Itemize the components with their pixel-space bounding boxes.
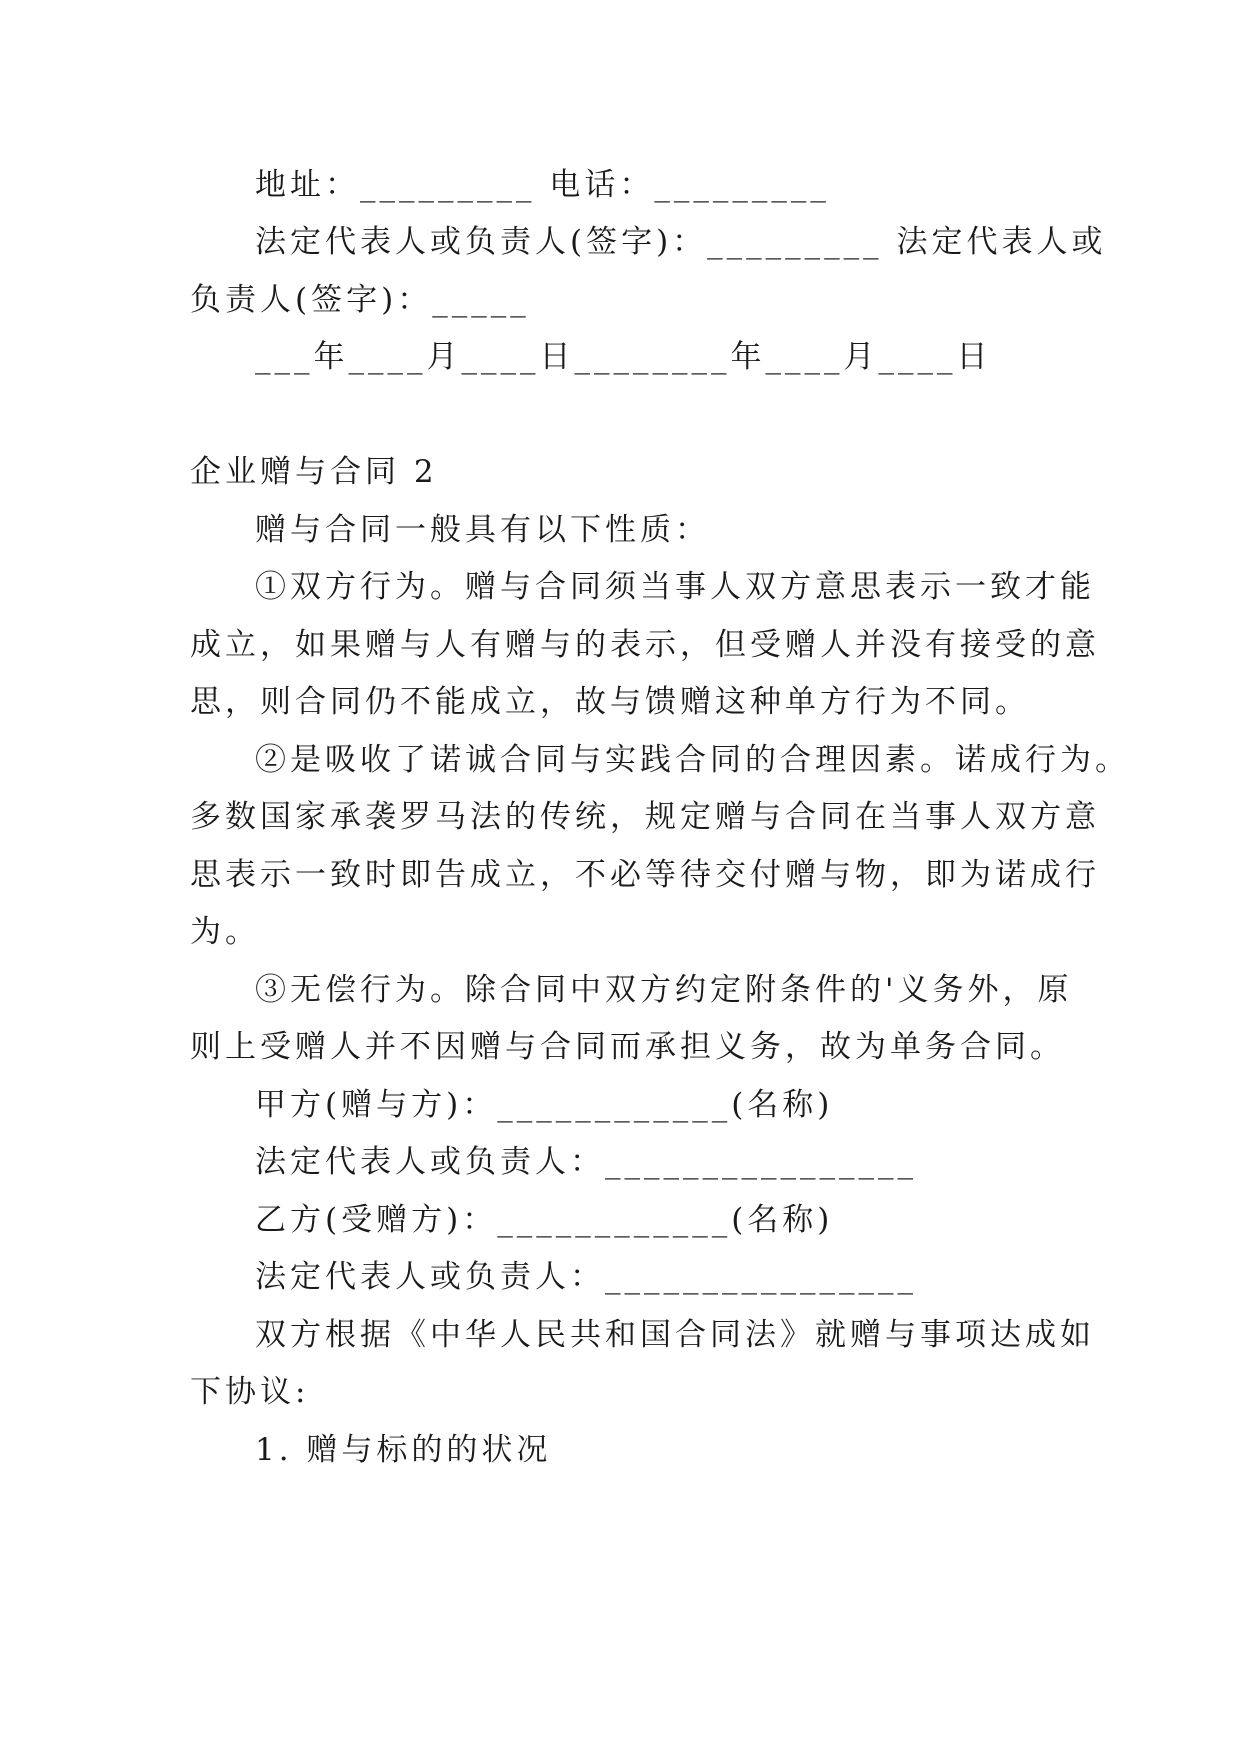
party-a-rep-line: 法定代表人或负责人：________________ [255, 1144, 917, 1180]
date-line: ___年____月____日________年____月____日 [255, 339, 992, 375]
party-b-line: 乙方(受赠方)：____________(名称) [255, 1202, 834, 1238]
address-phone-line: 地址：_________ 电话：_________ [255, 167, 830, 203]
legal-rep-signature-line: 法定代表人或负责人(签字)：_________ 法定代表人或 [255, 224, 1107, 260]
paragraph-line: 多数国家承袭罗马法的传统，规定赠与合同在当事人双方意 [190, 799, 1100, 835]
paragraph-line: 下协议: [190, 1374, 310, 1410]
section-heading: 企业赠与合同 2 [190, 454, 438, 490]
legal-rep-signature-line-cont: 负责人(签字)：_____ [190, 282, 530, 318]
paragraph-line: 则上受赠人并不因赠与合同而承担义务，故为单务合同。 [190, 1029, 1065, 1065]
party-b-rep-line: 法定代表人或负责人：________________ [255, 1259, 917, 1295]
paragraph-intro: 赠与合同一般具有以下性质： [255, 512, 710, 548]
paragraph-line: 思，则合同仍不能成立，故与馈赠这种单方行为不同。 [190, 684, 1030, 720]
paragraph-line: ②是吸收了诺诚合同与实践合同的合理因素。诺成行为。 [255, 742, 1130, 778]
clause-heading: 1. 赠与标的的状况 [255, 1432, 552, 1468]
paragraph-line: 思表示一致时即告成立，不必等待交付赠与物，即为诺成行 [190, 857, 1100, 893]
paragraph-line: ③无偿行为。除合同中双方约定附条件的'义务外，原 [255, 972, 1073, 1008]
paragraph-line: ①双方行为。赠与合同须当事人双方意思表示一致才能 [255, 569, 1095, 605]
party-a-line: 甲方(赠与方)：____________(名称) [255, 1087, 834, 1123]
paragraph-line: 成立，如果赠与人有赠与的表示，但受赠人并没有接受的意 [190, 627, 1100, 663]
paragraph-line: 双方根据《中华人民共和国合同法》就赠与事项达成如 [255, 1317, 1095, 1353]
paragraph-line: 为。 [190, 914, 260, 950]
